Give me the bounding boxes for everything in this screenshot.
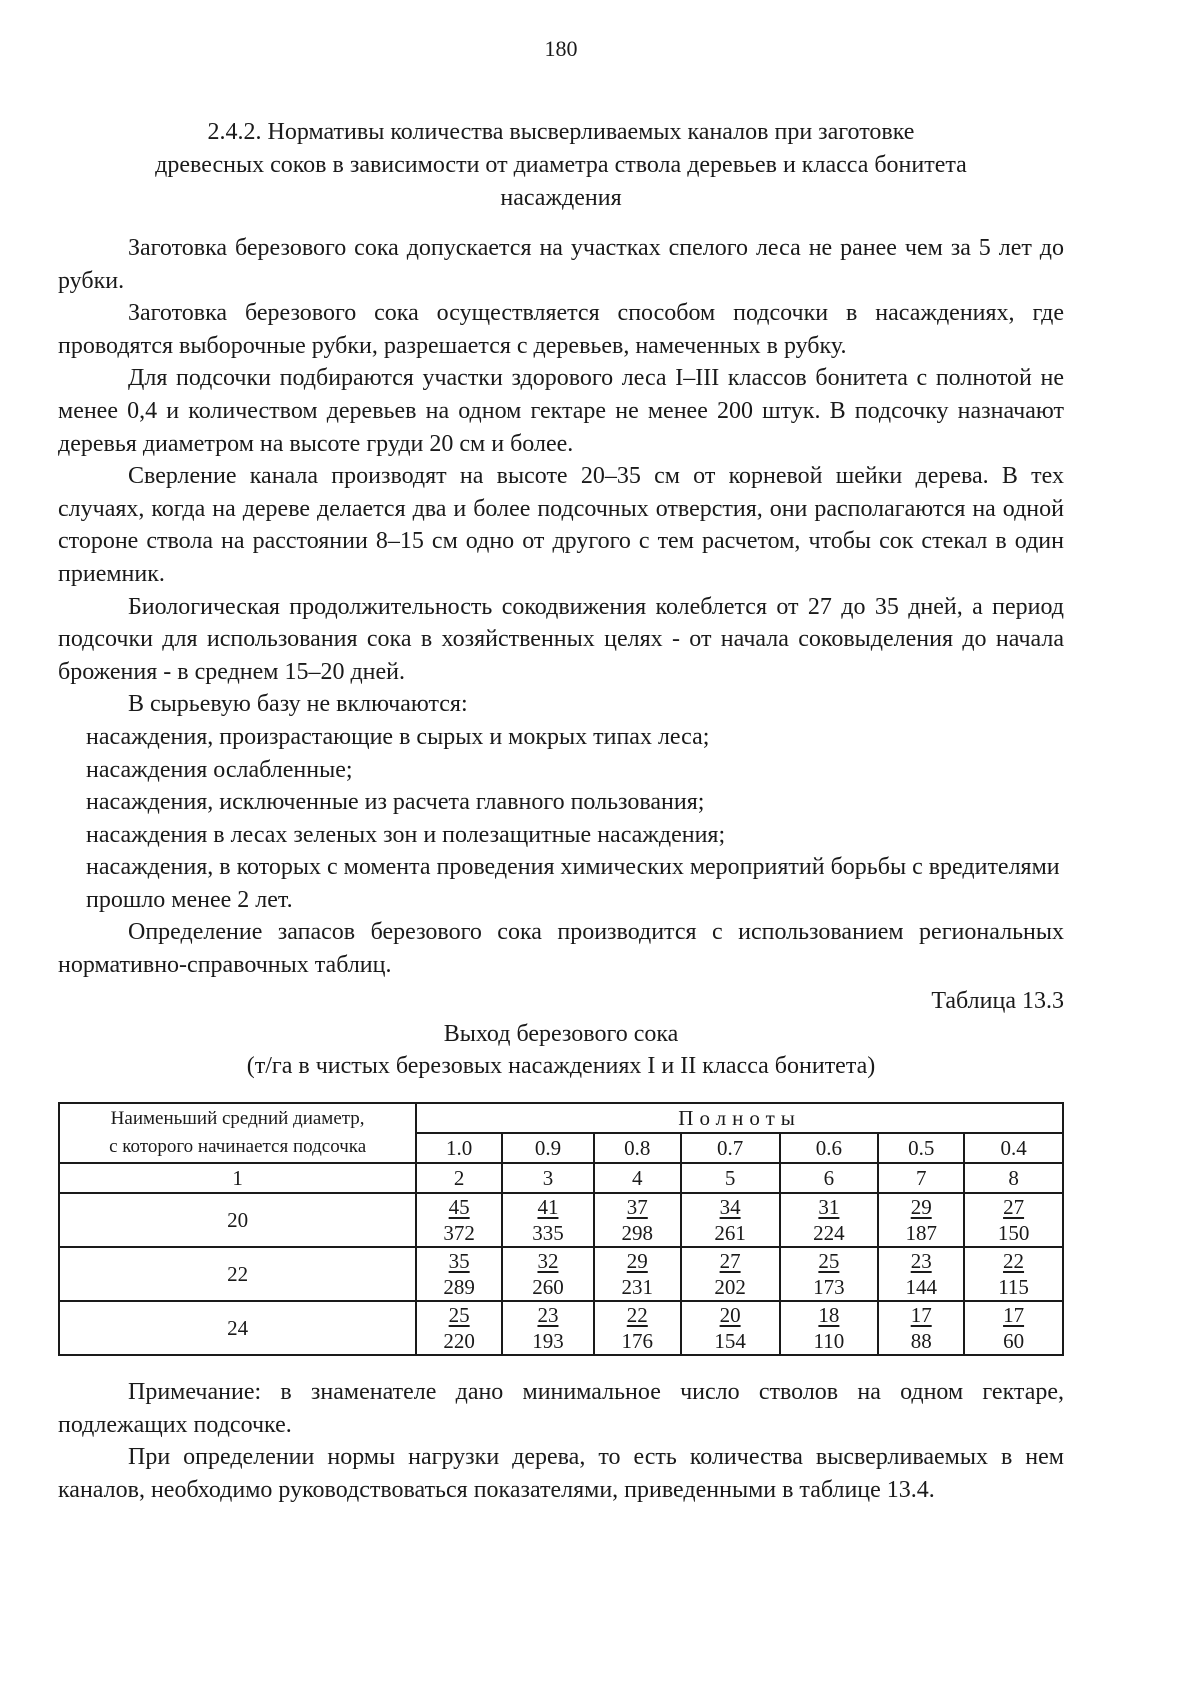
yield-value: 34 (719, 1195, 741, 1219)
min-stems-value: 224 (813, 1221, 845, 1245)
column-number-row (59, 1163, 1063, 1193)
yield-fraction (813, 1194, 845, 1246)
yield-cell (780, 1301, 879, 1355)
min-stems-value: 173 (813, 1275, 845, 1299)
yield-fraction (814, 1302, 845, 1354)
yield-value: 27 (1003, 1195, 1025, 1219)
min-stems-value: 202 (714, 1275, 746, 1299)
yield-fraction (714, 1302, 746, 1354)
yield-cell (878, 1193, 964, 1247)
yield-cell (594, 1247, 681, 1301)
yield-fraction (911, 1302, 932, 1354)
min-stems-value: 176 (621, 1329, 654, 1353)
table-row (59, 1301, 1063, 1355)
note-paragraph: Примечание: в знаменателе дано минимальное число стволов на одном гектаре, подлежащих подсочке. (58, 1379, 1064, 1438)
section-title (58, 116, 1064, 215)
yield-value: 25 (448, 1303, 470, 1327)
yield-cell (681, 1193, 780, 1247)
diameter-cell: 24 (59, 1301, 416, 1355)
yield-value: 25 (818, 1249, 840, 1273)
yield-value: 29 (910, 1195, 932, 1219)
density-column-header: 1.0 (416, 1133, 502, 1163)
min-stems-value: 261 (714, 1221, 746, 1245)
section-title-line: насаждения (500, 185, 622, 211)
yield-value: 22 (626, 1303, 648, 1327)
density-column-header: 0.4 (964, 1133, 1063, 1163)
yield-cell (416, 1301, 502, 1355)
yield-cell (681, 1247, 780, 1301)
density-column-header: 0.6 (780, 1133, 879, 1163)
yield-cell (416, 1247, 502, 1301)
body-text (58, 232, 1064, 982)
yield-cell (964, 1247, 1063, 1301)
min-stems-value: 60 (1003, 1329, 1025, 1353)
yield-cell (964, 1193, 1063, 1247)
yield-value: 20 (719, 1303, 741, 1327)
yield-cell (416, 1193, 502, 1247)
list-item: насаждения, произрастающие в сырых и мокрых типах леса; (86, 723, 710, 750)
yield-fraction (998, 1248, 1029, 1300)
section-title-line: 2.4.2. Нормативы количества высверливаемых каналов при заготовке (207, 119, 915, 145)
min-stems-value: 220 (443, 1329, 475, 1353)
yield-cell (502, 1301, 594, 1355)
min-stems-value: 110 (813, 1329, 845, 1353)
list-item: насаждения, исключенные из расчета главного пользования; (86, 789, 705, 816)
list-item: насаждения ослабленные; (86, 756, 353, 783)
paragraph: Определение запасов березового сока производится с использованием региональных нормативно-справочных таблиц. (58, 919, 1064, 979)
yield-value: 37 (626, 1195, 648, 1219)
yield-value: 32 (537, 1249, 559, 1273)
yield-fraction (714, 1194, 746, 1246)
header-diameter-line: с которого начинается подсочка (109, 1136, 367, 1157)
yield-fraction (443, 1194, 475, 1246)
min-stems-value: 193 (532, 1329, 564, 1353)
column-number: 6 (780, 1163, 879, 1193)
min-stems-value: 298 (621, 1221, 654, 1245)
yield-value: 29 (626, 1249, 648, 1273)
paragraph: Заготовка березового сока осуществляется способом подсочки в насаждениях, где проводятся выборочные рубки, разрешается с деревьев, намеченных в рубку. (58, 300, 1064, 359)
diameter-cell: 20 (59, 1193, 416, 1247)
min-stems-value: 260 (532, 1275, 564, 1299)
yield-fraction (622, 1302, 654, 1354)
min-stems-value: 144 (905, 1275, 937, 1299)
yield-cell (964, 1301, 1063, 1355)
header-density-group: Полноты (416, 1103, 1063, 1133)
yield-fraction (905, 1194, 937, 1246)
yield-cell (878, 1301, 964, 1355)
yield-cell (878, 1247, 964, 1301)
yield-fraction (998, 1194, 1030, 1246)
table-row (59, 1193, 1063, 1247)
yield-cell (502, 1193, 594, 1247)
min-stems-value: 150 (997, 1221, 1030, 1245)
notes (58, 1376, 1064, 1506)
yield-value: 18 (818, 1303, 840, 1327)
yield-value: 17 (1003, 1303, 1025, 1327)
yield-value: 17 (910, 1303, 932, 1327)
table-title: Выход березового сока (443, 1020, 679, 1047)
min-stems-value: 289 (443, 1275, 475, 1299)
column-number: 8 (964, 1163, 1063, 1193)
yield-fraction (622, 1248, 654, 1300)
column-number: 5 (681, 1163, 780, 1193)
yield-cell (780, 1193, 879, 1247)
yield-cell (594, 1301, 681, 1355)
section-title-line: древесных соков в зависимости от диаметра ствола деревьев и класса бонитета (155, 152, 967, 178)
paragraph: Для подсочки подбираются участки здорового леса I–III классов бонитета с полнотой не менее 0,4 и количеством деревьев на одном гектаре не менее 200 штук. В подсочку назначают деревья диаметром на высоте груди 20 см и более. (58, 365, 1064, 457)
yield-cell (594, 1193, 681, 1247)
yield-value: 31 (818, 1195, 840, 1219)
yield-value: 41 (537, 1195, 559, 1219)
yield-fraction (532, 1194, 564, 1246)
table-caption (58, 985, 1064, 1083)
column-number: 3 (502, 1163, 594, 1193)
yield-value: 22 (1003, 1249, 1025, 1273)
yield-value: 23 (910, 1249, 932, 1273)
density-column-header: 0.7 (681, 1133, 780, 1163)
table-subtitle: (т/га в чистых березовых насаждениях I и II класса бонитета) (246, 1053, 876, 1080)
yield-cell (681, 1301, 780, 1355)
yield-value: 35 (448, 1249, 470, 1273)
paragraph: Заготовка березового сока допускается на участках спелого леса не ранее чем за 5 лет до рубки. (58, 235, 1064, 294)
paragraph: В сырьевую базу не включаются: (128, 691, 468, 718)
paragraph: Биологическая продолжительность сокодвижения колеблется от 27 до 35 дней, а период подсочки для использования сока в хозяйственных целях - от начала соковыделения до начала брожения - в среднем 15–20 дней. (58, 593, 1064, 685)
yield-fraction (905, 1248, 937, 1300)
yield-fraction (443, 1248, 475, 1300)
min-stems-value: 187 (905, 1221, 937, 1245)
sap-yield-table (58, 1102, 1064, 1356)
yield-cell (780, 1247, 879, 1301)
page-number: 180 (544, 36, 578, 61)
yield-cell (502, 1247, 594, 1301)
header-diameter (59, 1103, 416, 1163)
min-stems-value: 88 (910, 1329, 932, 1353)
yield-value: 27 (719, 1249, 741, 1273)
density-column-header: 0.9 (502, 1133, 594, 1163)
table-body (59, 1193, 1063, 1355)
column-number: 2 (416, 1163, 502, 1193)
density-column-header: 0.5 (878, 1133, 964, 1163)
yield-fraction (532, 1248, 564, 1300)
diameter-cell: 22 (59, 1247, 416, 1301)
column-number: 1 (59, 1163, 416, 1193)
yield-fraction (443, 1302, 475, 1354)
yield-fraction (622, 1194, 654, 1246)
list-item: насаждения, в которых с момента проведения химических мероприятий борьбы с вредителями прошло менее 2 лет. (86, 854, 1060, 913)
header-diameter-line: Наименьший средний диаметр, (110, 1108, 365, 1129)
paragraph: Сверление канала производят на высоте 20–35 см от корневой шейки дерева. В тех случаях, когда на дереве делается два и более подсочных отверстия, они располагаются на одной стороне ствола на расстоянии 8–15 см одно от другого с тем расчетом, чтобы сок стекал в один приемник. (58, 463, 1064, 587)
min-stems-value: 115 (998, 1275, 1029, 1299)
table-number: Таблица 13.3 (931, 988, 1064, 1014)
yield-fraction (714, 1248, 746, 1300)
min-stems-value: 372 (443, 1221, 475, 1245)
yield-value: 23 (537, 1303, 559, 1327)
min-stems-value: 335 (532, 1221, 564, 1245)
min-stems-value: 154 (714, 1329, 746, 1353)
density-column-header: 0.8 (594, 1133, 681, 1163)
column-number: 4 (594, 1163, 681, 1193)
note-paragraph: При определении нормы нагрузки дерева, то есть количества высверливаемых в нем каналов, необходимо руководствоваться показателями, приведенными в таблице 13.4. (58, 1444, 1064, 1503)
min-stems-value: 231 (621, 1275, 654, 1299)
yield-fraction (532, 1302, 564, 1354)
list-item: насаждения в лесах зеленых зон и полезащитные насаждения; (86, 821, 726, 848)
column-number: 7 (878, 1163, 964, 1193)
table-row (59, 1247, 1063, 1301)
yield-fraction (813, 1248, 845, 1300)
yield-value: 45 (448, 1195, 470, 1219)
yield-fraction (1003, 1302, 1024, 1354)
